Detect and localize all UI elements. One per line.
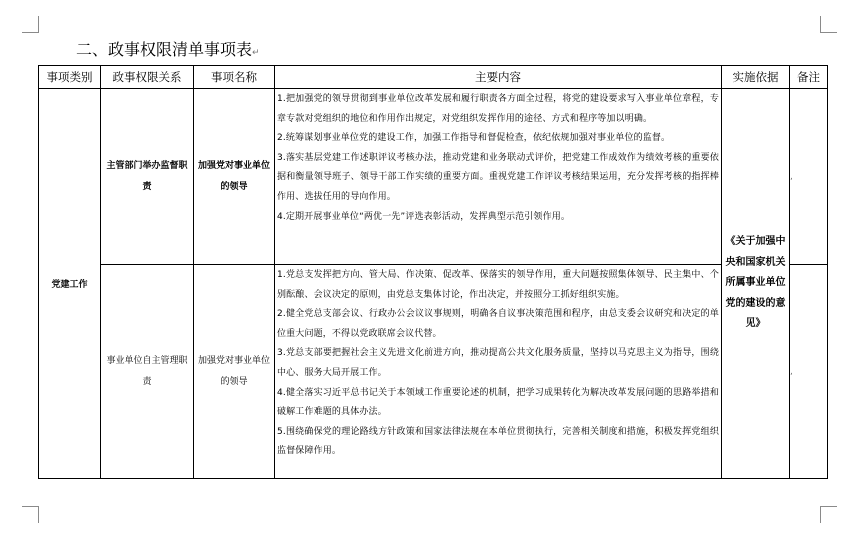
content-paragraph: 1.把加强党的领导贯彻到事业单位改革发展和履行职责各方面全过程，将党的建设要求写入事业单位章程，专章专款对党组织的地位和作用作出规定，对党组织发挥作用的途径、方式和程序等加以明确。 — [277, 94, 719, 124]
cell-category[interactable]: 党建工作 — [39, 89, 101, 479]
page-corner-mark-top-left — [22, 16, 39, 33]
document-title-text: 二、政事权限清单事项表 — [76, 40, 253, 59]
remark-mark: , — [790, 366, 793, 377]
cell-relation-supervision[interactable]: 主管部门举办监督职责 — [101, 89, 194, 265]
page-corner-mark-bottom-right — [820, 506, 837, 523]
cell-basis[interactable]: 《关于加强中央和国家机关所属事业单位党的建设的意见》 — [722, 89, 790, 479]
header-remark[interactable]: 备注 — [790, 66, 828, 89]
remark-mark: , — [790, 171, 793, 182]
table-row — [39, 265, 828, 479]
header-item-name[interactable]: 事项名称 — [194, 66, 275, 89]
cell-main-content[interactable] — [275, 89, 722, 265]
header-main-content[interactable]: 主要内容 — [275, 66, 722, 89]
content-paragraph: 3.党总支部要把握社会主义先进文化前进方向，推动提高公共文化服务质量，坚持以马克思主义为指导，围绕中心、服务大局开展工作。 — [277, 348, 719, 378]
cell-remark[interactable] — [790, 265, 828, 479]
page-corner-mark-bottom-left — [22, 506, 39, 523]
cell-item-name[interactable]: 加强党对事业单位的领导 — [194, 89, 275, 265]
content-paragraph: 2.健全党总支部会议、行政办公会议议事规则，明确各自议事决策范围和程序，由总支委会议研究和决定的单位重大问题，不得以党政联席会议代替。 — [277, 309, 719, 339]
table-header-row — [39, 66, 828, 89]
paragraph-mark: ↵ — [252, 48, 260, 58]
page-corner-mark-top-right — [820, 16, 837, 33]
table-row — [39, 89, 828, 265]
content-paragraph: 2.统筹谋划事业单位党的建设工作，加强工作指导和督促检查，依纪依规加强对事业单位的监督。 — [277, 133, 671, 144]
content-paragraph: 3.落实基层党建工作述职评议考核办法，推动党建和业务联动式评价，把党建工作成效作为绩效考核的重要依据和衡量领导班子、领导干部工作实绩的重要方面。重视党建工作评议考核结果运用，充分发挥考核的指挥棒作用、选拔任用的导向作用。 — [277, 152, 719, 202]
power-list-table — [38, 65, 828, 479]
cell-relation-self-management[interactable]: 事业单位自主管理职责 — [101, 265, 194, 479]
content-paragraph: 4.定期开展事业单位“两优一先”评选表彰活动，发挥典型示范引领作用。 — [277, 211, 571, 222]
header-basis[interactable]: 实施依据 — [722, 66, 790, 89]
document-title[interactable] — [76, 40, 260, 63]
content-paragraph: 5.围绕确保党的理论路线方针政策和国家法律法规在本单位贯彻执行，完善相关制度和措施，积极发挥党组织监督保障作用。 — [277, 426, 719, 457]
cell-main-content[interactable] — [275, 265, 722, 479]
content-paragraph: 1.党总支发挥把方向、管大局、作决策、促改革、保落实的领导作用，重大问题按照集体领导、民主集中、个别酝酿、会议决定的原则，由党总支集体讨论，作出决定，并按照分工抓好组织实施。 — [277, 270, 719, 300]
header-category[interactable]: 事项类别 — [39, 66, 101, 89]
cell-remark[interactable] — [790, 89, 828, 265]
content-paragraph: 4.健全落实习近平总书记关于本领域工作重要论述的机制，把学习成果转化为解决改革发展问题的思路举措和破解工作难题的具体办法。 — [277, 387, 719, 418]
header-relation[interactable]: 政事权限关系 — [101, 66, 194, 89]
cell-item-name[interactable]: 加强党对事业单位的领导 — [194, 265, 275, 479]
